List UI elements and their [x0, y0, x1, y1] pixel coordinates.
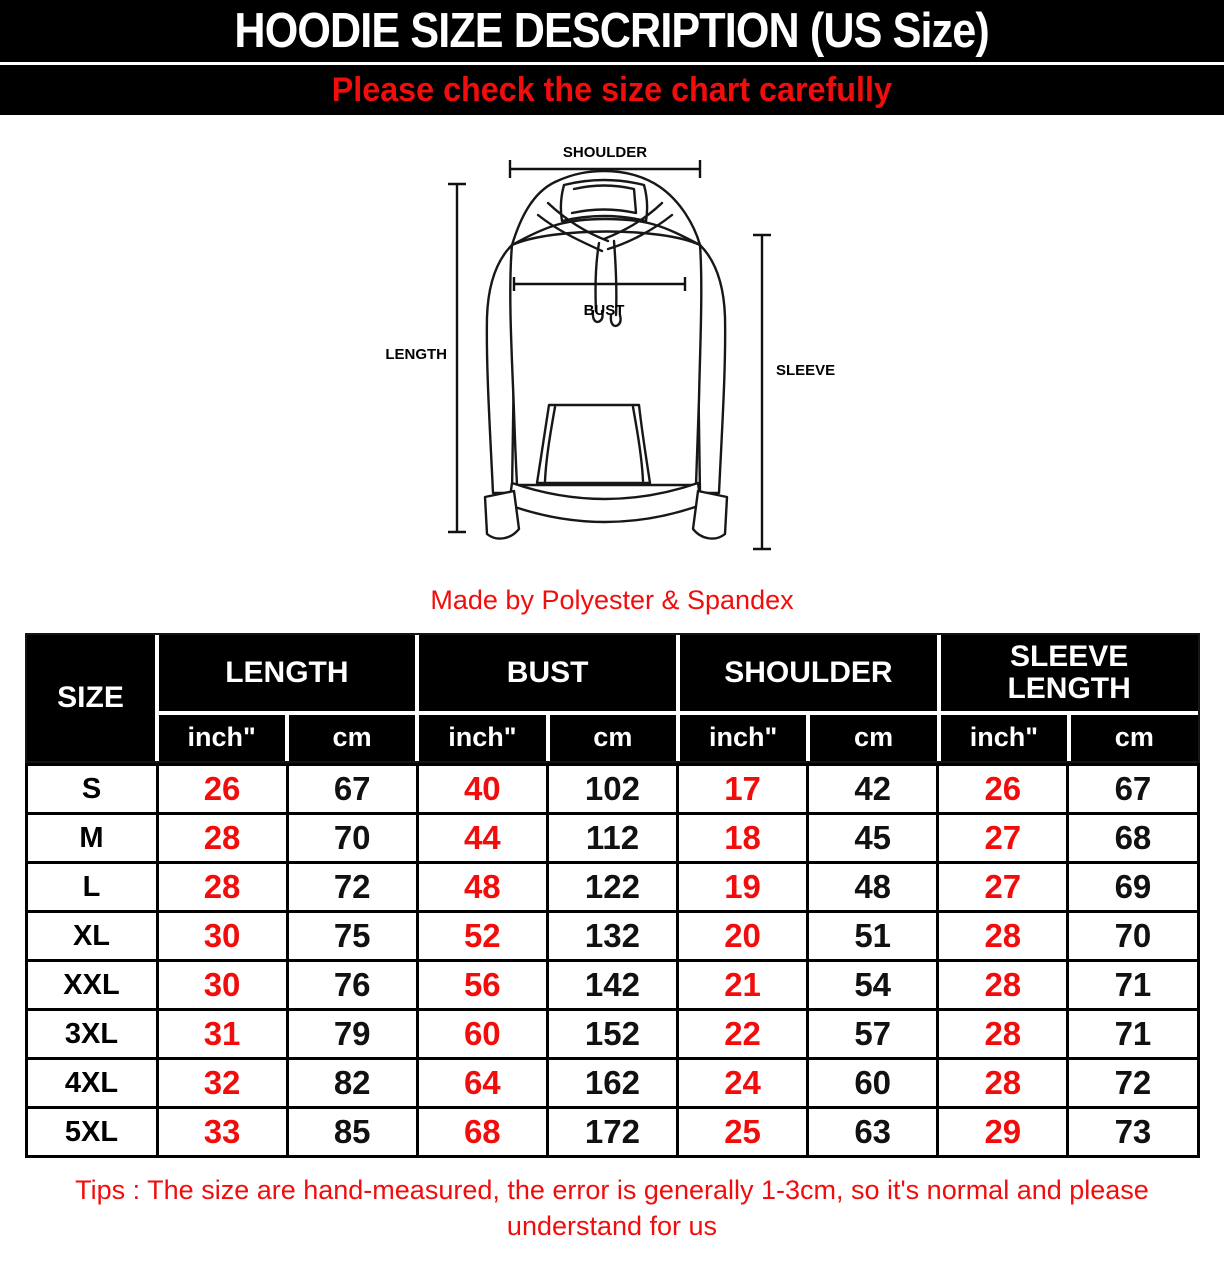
value-cell: 102 [547, 765, 677, 814]
shoulder-dimension-label: SHOULDER [562, 144, 648, 161]
value-cell: 28 [157, 814, 287, 863]
value-cell: 28 [938, 912, 1068, 961]
unit-header-cm: cm [810, 715, 936, 761]
value-cell: 60 [808, 1059, 938, 1108]
value-cell: 28 [938, 1059, 1068, 1108]
value-cell: 72 [287, 863, 417, 912]
sleeve-dimension-label: SLEEVE [776, 362, 836, 379]
col-header-bust: BUST [419, 635, 676, 711]
length-dimension-line [448, 184, 466, 532]
table-row [26, 912, 1198, 961]
value-cell: 79 [287, 1010, 417, 1059]
value-cell: 67 [1068, 765, 1198, 814]
value-cell: 71 [1068, 961, 1198, 1010]
value-cell: 27 [938, 863, 1068, 912]
value-cell: 75 [287, 912, 417, 961]
table-row [26, 961, 1198, 1010]
value-cell: 73 [1068, 1108, 1198, 1157]
value-cell: 31 [157, 1010, 287, 1059]
hoodie-line-art [362, 127, 862, 587]
table-row [26, 814, 1198, 863]
value-cell: 33 [157, 1108, 287, 1157]
col-header-length: LENGTH [159, 635, 416, 711]
table-row [26, 1010, 1198, 1059]
size-cell: S [26, 765, 157, 814]
value-cell: 44 [417, 814, 547, 863]
unit-header-cm: cm [289, 715, 415, 761]
value-cell: 42 [808, 765, 938, 814]
length-dimension-label: LENGTH [385, 346, 447, 363]
value-cell: 142 [547, 961, 677, 1010]
col-header-size: SIZE [27, 635, 155, 761]
value-cell: 56 [417, 961, 547, 1010]
value-cell: 18 [678, 814, 808, 863]
table-row [26, 1059, 1198, 1108]
table-row [26, 863, 1198, 912]
material-caption: Made by Polyester & Spandex [430, 585, 794, 615]
value-cell: 112 [547, 814, 677, 863]
size-cell: 3XL [26, 1010, 157, 1059]
value-cell: 30 [157, 912, 287, 961]
size-cell: L [26, 863, 157, 912]
sleeve-dimension-line [753, 235, 771, 549]
unit-header-inch: inch" [419, 715, 545, 761]
table-row [26, 1108, 1198, 1157]
value-cell: 60 [417, 1010, 547, 1059]
value-cell: 51 [808, 912, 938, 961]
title-banner [0, 0, 1224, 62]
value-cell: 63 [808, 1108, 938, 1157]
value-cell: 28 [157, 863, 287, 912]
size-cell: XXL [26, 961, 157, 1010]
size-cell: M [26, 814, 157, 863]
value-cell: 26 [157, 765, 287, 814]
value-cell: 132 [547, 912, 677, 961]
right-cuff [693, 491, 727, 539]
value-cell: 30 [157, 961, 287, 1010]
value-cell: 70 [1068, 912, 1198, 961]
value-cell: 40 [417, 765, 547, 814]
size-table [25, 633, 1200, 1158]
left-cuff [485, 491, 519, 539]
value-cell: 28 [938, 1010, 1068, 1059]
value-cell: 26 [938, 765, 1068, 814]
bust-dimension-label: BUST [583, 302, 625, 319]
size-cell: XL [26, 912, 157, 961]
value-cell: 32 [157, 1059, 287, 1108]
subtitle-banner [0, 65, 1224, 115]
hem-band [509, 483, 701, 522]
value-cell: 68 [1068, 814, 1198, 863]
value-cell: 76 [287, 961, 417, 1010]
value-cell: 82 [287, 1059, 417, 1108]
value-cell: 172 [547, 1108, 677, 1157]
tips-note: Tips : The size are hand-measured, the error is generally 1-3cm, so it's normal and please understand for us [75, 1175, 1149, 1241]
value-cell: 45 [808, 814, 938, 863]
col-header-shoulder: SHOULDER [680, 635, 937, 711]
value-cell: 122 [547, 863, 677, 912]
value-cell: 27 [938, 814, 1068, 863]
unit-header-cm: cm [550, 715, 676, 761]
value-cell: 48 [808, 863, 938, 912]
col-header-sleeve-length: SLEEVE LENGTH [941, 635, 1198, 711]
value-cell: 48 [417, 863, 547, 912]
value-cell: 21 [678, 961, 808, 1010]
value-cell: 22 [678, 1010, 808, 1059]
size-cell: 4XL [26, 1059, 157, 1108]
unit-header-inch: inch" [680, 715, 806, 761]
value-cell: 19 [678, 863, 808, 912]
value-cell: 25 [678, 1108, 808, 1157]
value-cell: 68 [417, 1108, 547, 1157]
hoodie-garment-drawing [485, 171, 727, 539]
value-cell: 69 [1068, 863, 1198, 912]
page-title: HOODIE SIZE DESCRIPTION (US Size) [234, 4, 990, 58]
value-cell: 29 [938, 1108, 1068, 1157]
value-cell: 28 [938, 961, 1068, 1010]
page-subtitle: Please check the size chart carefully [331, 70, 893, 109]
value-cell: 70 [287, 814, 417, 863]
value-cell: 162 [547, 1059, 677, 1108]
value-cell: 72 [1068, 1059, 1198, 1108]
size-table-header [25, 633, 1200, 763]
value-cell: 17 [678, 765, 808, 814]
unit-header-cm: cm [1071, 715, 1197, 761]
value-cell: 54 [808, 961, 938, 1010]
size-cell: 5XL [26, 1108, 157, 1157]
value-cell: 67 [287, 765, 417, 814]
value-cell: 64 [417, 1059, 547, 1108]
unit-header-inch: inch" [941, 715, 1067, 761]
value-cell: 85 [287, 1108, 417, 1157]
value-cell: 71 [1068, 1010, 1198, 1059]
value-cell: 24 [678, 1059, 808, 1108]
value-cell: 152 [547, 1010, 677, 1059]
table-row [26, 765, 1198, 814]
value-cell: 20 [678, 912, 808, 961]
size-table-body [25, 763, 1200, 1158]
unit-header-inch: inch" [159, 715, 285, 761]
value-cell: 52 [417, 912, 547, 961]
hoodie-measurement-diagram [362, 127, 862, 587]
value-cell: 57 [808, 1010, 938, 1059]
